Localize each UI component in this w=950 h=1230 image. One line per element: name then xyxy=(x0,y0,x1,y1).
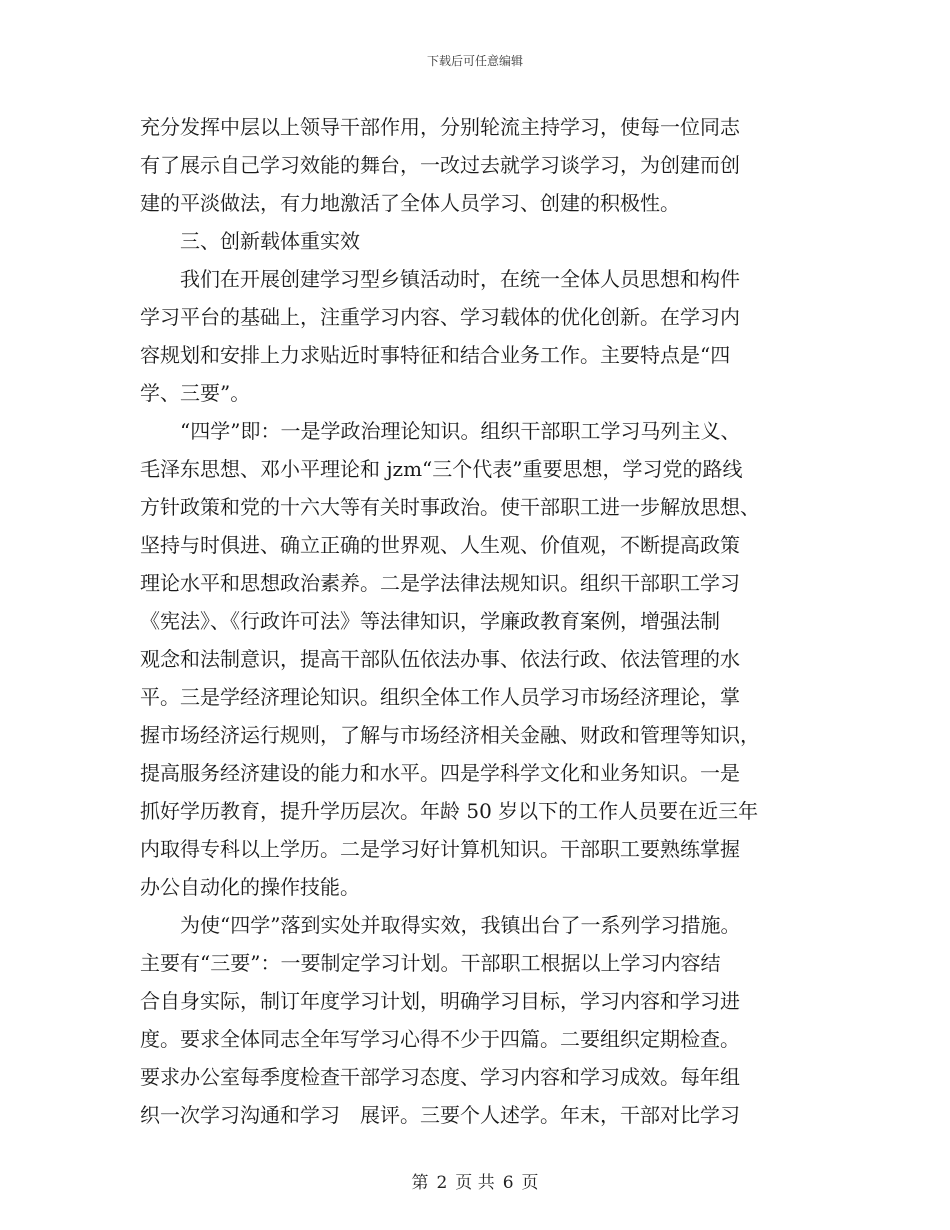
text-line: 主要有“三要”：一要制定学习计划。干部职工根据以上学习内容结 xyxy=(140,951,721,975)
text-line: 我们在开展创建学习型乡镇活动时，在统一全体人员思想和构件 xyxy=(180,267,740,291)
text-line: 充分发挥中层以上领导干部作用，分别轮流主持学习，使每一位同志 xyxy=(140,115,740,139)
document-body xyxy=(140,108,812,1134)
footer-page-number: 2 xyxy=(436,1173,448,1193)
text-line: 织一次学习沟通和学习 展评。三要个人述学。年末，干部对比学习 xyxy=(140,1103,740,1127)
text-line: 毛泽东思想、邓小平理论和 jzm“三个代表”重要思想，学习党的路线 xyxy=(140,457,743,481)
text-line: 合自身实际，制订年度学习计划，明确学习目标，学习内容和学习进 xyxy=(140,989,740,1013)
text-line: 理论水平和思想政治素养。二是学法律法规知识。组织干部职工学习 xyxy=(140,571,740,595)
page-footer xyxy=(0,1168,950,1193)
text-line: 学习平台的基础上，注重学习内容、学习载体的优化创新。在学习内 xyxy=(140,305,740,329)
text-line: 容规划和安排上力求贴近时事特征和结合业务工作。主要特点是“四 xyxy=(140,343,731,367)
text-line: 《宪法》、《行政许可法》等法律知识，学廉政教育案例，增强法制 xyxy=(140,609,720,633)
page-header: 下载后可任意编辑 xyxy=(426,54,523,68)
text-line: “四学”即：一是学政治理论知识。组织干部职工学习马列主义、 xyxy=(180,419,741,443)
text-line: 度。要求全体同志全年写学习心得不少于四篇。二要组织定期检查。 xyxy=(140,1027,740,1051)
footer-prefix: 第 xyxy=(411,1173,429,1193)
text-line: 抓好学历教育，提升学历层次。年龄 50 岁以下的工作人员要在近三年 xyxy=(140,799,759,823)
text-line: 三、创新载体重实效 xyxy=(180,229,360,253)
text-line: 建的平淡做法，有力地激活了全体人员学习、创建的积极性。 xyxy=(140,191,680,215)
text-line: 提高服务经济建设的能力和水平。四是学科学文化和业务知识。一是 xyxy=(140,761,740,785)
text-line: 握市场经济运行规则，了解与市场经济相关金融、财政和管理等知识， xyxy=(140,723,760,747)
text-line: 方针政策和党的十六大等有关时事政治。使干部职工进一步解放思想、 xyxy=(140,495,760,519)
text-line: 观念和法制意识，提高干部队伍依法办事、依法行政、依法管理的水 xyxy=(140,647,740,671)
text-line: 坚持与时俱进、确立正确的世界观、人生观、价值观，不断提高政策 xyxy=(140,533,740,557)
text-line: 有了展示自己学习效能的舞台，一改过去就学习谈学习，为创建而创 xyxy=(140,153,740,177)
text-line: 平。三是学经济理论知识。组织全体工作人员学习市场经济理论，掌 xyxy=(140,685,740,709)
text-line: 要求办公室每季度检查干部学习态度、学习内容和学习成效。每年组 xyxy=(140,1065,740,1089)
text-line: 学、三要”。 xyxy=(140,381,251,405)
text-line: 办公自动化的操作技能。 xyxy=(140,875,360,899)
footer-total-pages: 6 xyxy=(502,1173,514,1193)
text-line: 为使“四学”落到实处并取得实效，我镇出台了一系列学习措施。 xyxy=(180,913,741,937)
text-line: 内取得专科以上学历。二是学习好计算机知识。干部职工要熟练掌握 xyxy=(140,837,740,861)
footer-middle: 页 共 xyxy=(455,1173,495,1193)
footer-suffix: 页 xyxy=(521,1173,539,1193)
